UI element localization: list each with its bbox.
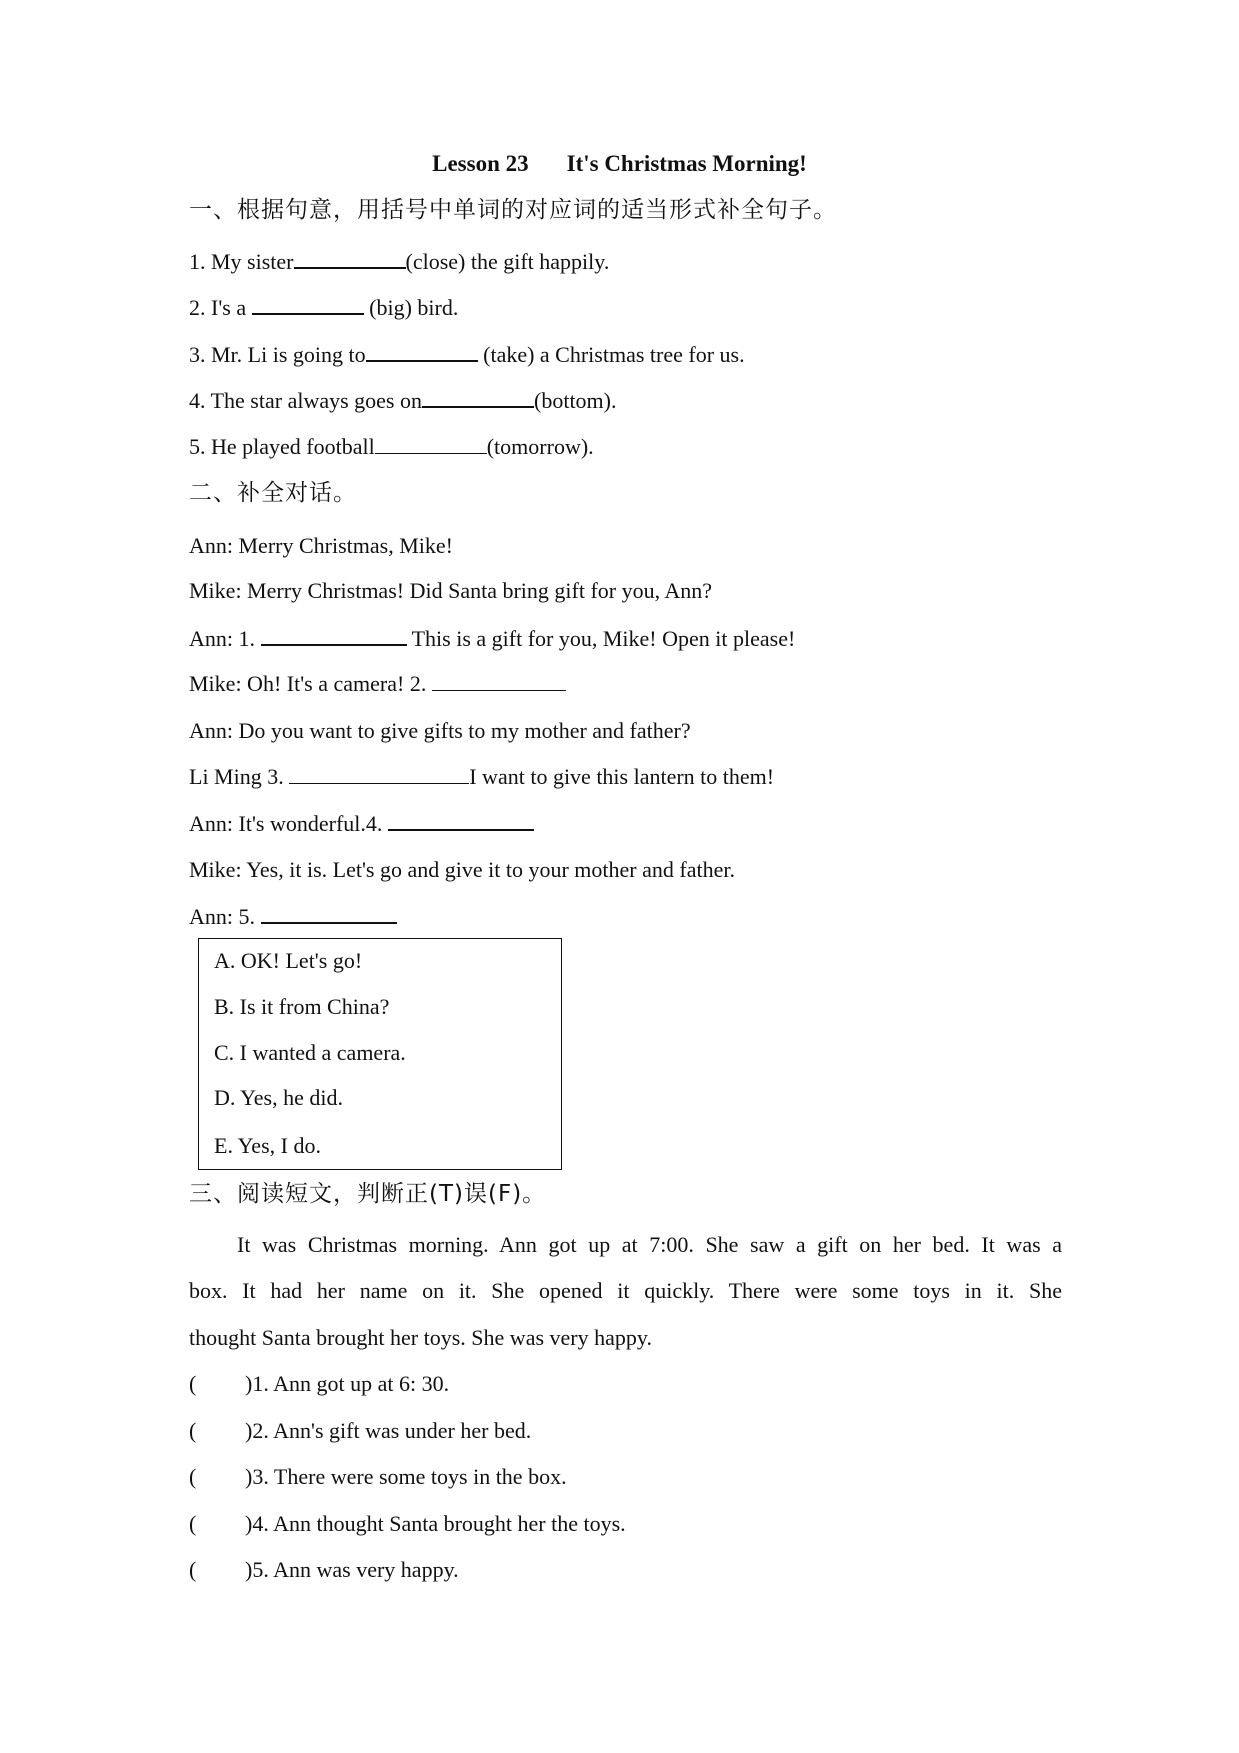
dialogue-blank-4[interactable]	[388, 809, 534, 831]
passage-line-3: thought Santa brought her toys. She was very happy.	[189, 1325, 652, 1350]
answer-paren-2[interactable]: (	[189, 1418, 197, 1443]
answer-paren-1[interactable]: (	[189, 1371, 197, 1396]
tf-statement-5: ( )5. Ann was very happy.	[189, 1557, 459, 1582]
fill-item-5: 5. He played football (tomorrow).	[189, 434, 594, 459]
dialogue-line-6: Li Ming 3. I want to give this lantern to them!	[189, 764, 775, 789]
answer-blank-3[interactable]	[366, 340, 478, 362]
tf-statement-1: ( )1. Ann got up at 6: 30.	[189, 1371, 450, 1396]
fill-item-1: 1. My sister (close) the gift happily.	[189, 249, 610, 274]
dialogue-line-7: Ann: It's wonderful.4.	[189, 809, 534, 838]
dialogue-blank-2[interactable]	[432, 670, 566, 691]
fill-item-3: 3. Mr. Li is going to (take) a Christmas tree for us.	[189, 342, 745, 367]
tf-statement-3: ( )3. There were some toys in the box.	[189, 1464, 567, 1489]
dialogue-line-8: Mike: Yes, it is. Let's go and give it to your mother and father.	[189, 857, 735, 882]
tf-statement-2: ( )2. Ann's gift was under her bed.	[189, 1418, 532, 1443]
dialogue-blank-1[interactable]	[261, 624, 407, 646]
option-d: D. Yes, he did.	[214, 1085, 343, 1110]
section2-heading: 二、补全对话。	[189, 480, 357, 506]
section3-heading: 三、阅读短文，判断正(T)误(F)。	[189, 1181, 547, 1207]
dialogue-line-9: Ann: 5.	[189, 902, 397, 931]
dialogue-line-4: Mike: Oh! It's a camera! 2.	[189, 670, 566, 698]
option-b: B. Is it from China?	[214, 994, 390, 1019]
dialogue-line-1: Ann: Merry Christmas, Mike!	[189, 533, 453, 558]
fill-item-4: 4. The star always goes on (bottom).	[189, 388, 617, 413]
passage-line-1: It was Christmas morning. Ann got up at 7:00. She saw a gift on her bed. It was a	[237, 1232, 1062, 1257]
dialogue-line-5: Ann: Do you want to give gifts to my mother and father?	[189, 718, 691, 743]
answer-blank-2[interactable]	[252, 293, 364, 315]
answer-blank-4[interactable]	[422, 386, 534, 408]
dialogue-blank-5[interactable]	[261, 902, 397, 924]
dialogue-blank-3[interactable]	[289, 763, 469, 784]
answer-blank-5[interactable]	[375, 433, 487, 454]
dialogue-line-2: Mike: Merry Christmas! Did Santa bring gift for you, Ann?	[189, 578, 713, 603]
fill-item-2: 2. I's a (big) bird.	[189, 295, 459, 320]
option-e: E. Yes, I do.	[214, 1133, 321, 1158]
answer-paren-3[interactable]: (	[189, 1464, 197, 1489]
answer-paren-5[interactable]: (	[189, 1557, 197, 1582]
answer-paren-4[interactable]: (	[189, 1511, 197, 1536]
passage-line-2: box. It had her name on it. She opened it quickly. There were some toys in it. She	[189, 1278, 1062, 1303]
dialogue-line-3: Ann: 1. This is a gift for you, Mike! Open it please!	[189, 626, 796, 651]
lesson-number: Lesson 23	[432, 151, 529, 176]
lesson-name: It's Christmas Morning!	[566, 151, 807, 176]
options-box	[198, 938, 562, 1170]
tf-statement-4: ( )4. Ann thought Santa brought her the toys.	[189, 1511, 626, 1536]
option-a: A. OK! Let's go!	[214, 948, 363, 973]
option-c: C. I wanted a camera.	[214, 1040, 406, 1065]
answer-blank-1[interactable]	[294, 247, 406, 269]
section1-heading: 一、根据句意，用括号中单词的对应词的适当形式补全句子。	[189, 197, 837, 223]
page-title	[0, 150, 1239, 178]
